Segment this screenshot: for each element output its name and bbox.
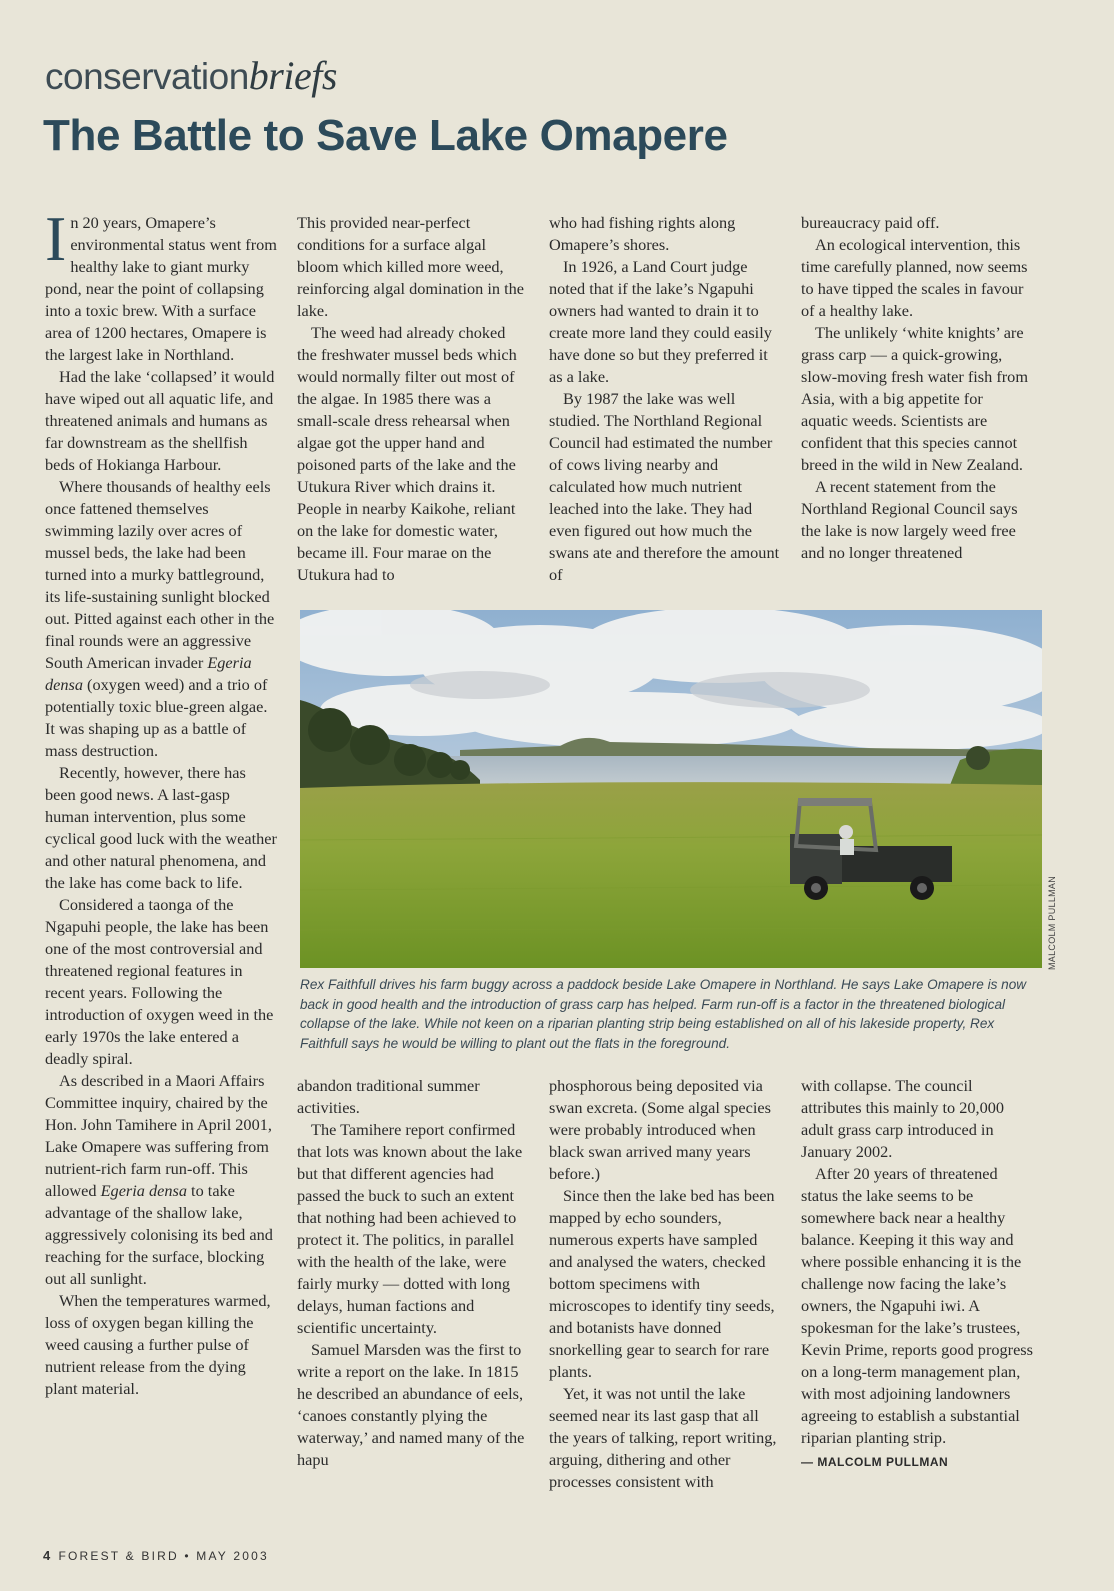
section-label-light: conservation xyxy=(45,56,249,97)
paragraph: Recently, however, there has been good news. A last-gasp human intervention, plus some cyclical good luck with the weather and other natural phenomena, and the lake has come back to life. xyxy=(45,763,277,892)
paragraph-text: Where thousands of healthy eels once fattened themselves swimming lazily over acres of mussel beds, the lake had been turned into a murky battleground, its life-sustaining sunlight blocked out. Pitted against each other in the final rounds were an aggressive South American invader xyxy=(45,477,275,672)
paragraph: The unlikely ‘white knights’ are grass carp — a quick-growing, slow-moving fresh water fish from Asia, with a big appetite for aquatic weeds. Scientists are confident that this species cannot breed in the wild in New Zealand. xyxy=(801,323,1028,474)
paragraph: with collapse. The council attributes this mainly to 20,000 adult grass carp introduced in January 2002. xyxy=(801,1076,1005,1161)
paragraph: Had the lake ‘collapsed’ it would have wiped out all aquatic life, and threatened animals and humans as far downstream as the shellfish beds of Hokianga Harbour. xyxy=(45,367,275,474)
paragraph: In 1926, a Land Court judge noted that if the lake’s Ngapuhi owners had wanted to drain it to create more land they could easily have done so but they preferred it as a lake. xyxy=(549,257,772,386)
species-name: Egeria densa xyxy=(45,653,252,694)
paragraph: An ecological intervention, this time carefully planned, now seems to have tipped the scales in favour of a healthy lake. xyxy=(801,235,1028,320)
paragraph: Yet, it was not until the lake seemed near its last gasp that all the years of talking, report writing, arguing, dithering and other processes consistent with xyxy=(549,1384,777,1491)
paragraph: When the temperatures warmed, loss of oxygen began killing the weed causing a further pulse of nutrient release from the dying plant material. xyxy=(45,1291,271,1398)
lake-landscape-illustration xyxy=(300,610,1042,968)
paragraph-text: As described in a Maori Affairs Committee inquiry, chaired by the Hon. John Tamihere in April 2001, Lake Omapere was suffering from nutrient-rich farm run-off. This allowed xyxy=(45,1071,272,1200)
paragraph: Samuel Marsden was the first to write a report on the lake. In 1815 he described an abundance of eels, ‘canoes constantly plying the waterway,’ and named many of the hapu xyxy=(297,1340,525,1469)
paragraph: By 1987 the lake was well studied. The Northland Regional Council had estimated the number of cows living nearby and calculated how much nutrient leached into the lake. They had even figured out how much the swans ate and therefore the amount of xyxy=(549,389,780,584)
article-column-3 xyxy=(549,212,781,586)
paragraph-text: n 20 years, Omapere’s environmental status went from healthy lake to giant murky pond, near the point of collapsing into a toxic brew. With a surface area of 1200 hectares, Omapere is the largest lake in Northland. xyxy=(45,213,277,364)
article-headline: The Battle to Save Lake Omapere xyxy=(43,111,728,160)
article-column-4 xyxy=(801,212,1033,564)
lake-photo xyxy=(300,610,1042,968)
paragraph: phosphorous being deposited via swan excreta. (Some algal species were probably introduced when black swan arrived many years before.) xyxy=(549,1076,771,1183)
article-column-1 xyxy=(45,203,277,1400)
article-column-2 xyxy=(297,212,529,586)
paragraph: abandon traditional summer activities. xyxy=(297,1076,480,1117)
paragraph: After 20 years of threatened status the lake seems to be somewhere back near a healthy balance. Keeping it this way and where possible enhancing it is the challenge now facing the lake’s owners, the Ngapuhi iwi. A spokesman for the lake’s trustees, Kevin Prime, reports good progress on a long-term management plan, with most adjoining landowners agreeing to establish a substantial riparian planting strip. xyxy=(801,1164,1033,1447)
section-label-italic: briefs xyxy=(248,53,337,98)
author-byline: — MALCOLM PULLMAN xyxy=(801,1455,949,1469)
page-footer xyxy=(43,1548,269,1563)
article-column-3-continued xyxy=(549,1075,781,1493)
photo-credit: MALCOLM PULLMAN xyxy=(1047,875,1057,970)
publication-info: FOREST & BIRD • MAY 2003 xyxy=(58,1549,269,1563)
paragraph: who had fishing rights along Omapere’s shores. xyxy=(549,213,736,254)
paragraph xyxy=(45,476,277,762)
paragraph: The Tamihere report confirmed that lots was known about the lake but that different agencies had passed the buck to such an extent that nothing had been achieved to protect it. The politics, in parallel with the health of the lake, were fairly murky — dotted with long delays, human factions and scientific uncertainty. xyxy=(297,1120,523,1337)
paragraph-text: to take advantage of the shallow lake, aggressively colonising its bed and reaching for the surface, blocking out all sunlight. xyxy=(45,1181,273,1288)
paragraph: Considered a taonga of the Ngapuhi people, the lake has been one of the most controversial and threatened regional features in recent years. Following the introduction of oxygen weed in the early 1970s the lake entered a deadly spiral. xyxy=(45,895,274,1068)
paragraph: Since then the lake bed has been mapped by echo sounders, numerous experts have sampled and analysed the waters, checked bottom specimens with microscopes to identify tiny seeds, and botanists have donned snorkelling gear to search for rare plants. xyxy=(549,1186,775,1381)
paragraph: A recent statement from the Northland Regional Council says the lake is now largely weed free and no longer threatened xyxy=(801,477,1018,562)
paragraph: bureaucracy paid off. xyxy=(801,213,940,232)
page-number: 4 xyxy=(43,1548,53,1563)
drop-cap: I xyxy=(45,203,67,274)
paragraph xyxy=(45,203,277,366)
paragraph xyxy=(45,1070,277,1290)
paragraph-text: (oxygen weed) and a trio of potentially toxic blue-green algae. It was shaping up as a battle of mass destruction. xyxy=(45,675,268,760)
article-column-4-continued xyxy=(801,1075,1033,1473)
paragraph: The weed had already choked the freshwater mussel beds which would normally filter out most of the algae. In 1985 there was a small-scale dress rehearsal when algae got the upper hand and poisoned parts of the lake and the Utukura River which drains it. People in nearby Kaikohe, reliant on the lake for domestic water, became ill. Four marae on the Utukura had to xyxy=(297,323,517,584)
species-name: Egeria densa xyxy=(100,1181,187,1200)
photo-caption: Rex Faithfull drives his farm buggy across a paddock beside Lake Omapere in Northland. He says Lake Omapere is now back in good health and the introduction of grass carp has helped. Farm run-off is a factor in the threatened biological collapse of the lake. While not keen on a riparian planting strip being established on all of his lakeside property, Rex Faithfull says he would be willing to plant out the flats in the foreground. xyxy=(300,977,1027,1051)
paragraph: This provided near-perfect conditions for a surface algal bloom which killed more weed, reinforcing algal domination in the lake. xyxy=(297,213,524,320)
section-label xyxy=(45,53,337,98)
article-column-2-continued xyxy=(297,1075,529,1471)
